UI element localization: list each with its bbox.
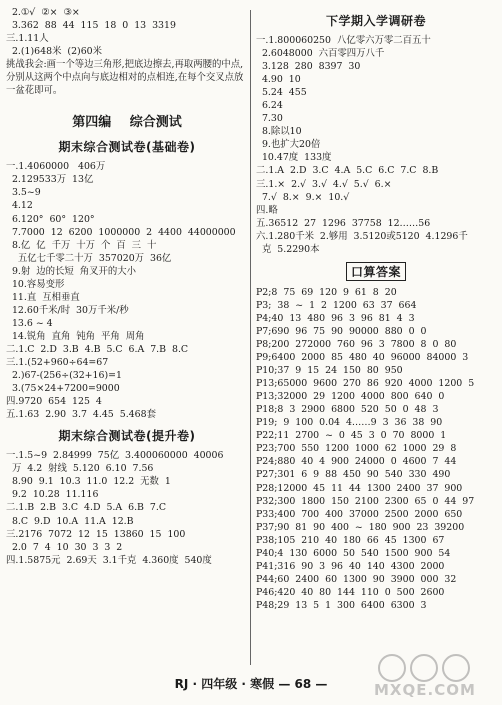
answer-line: 5.24 455 (256, 87, 307, 99)
answer-line: P33;400 700 400 37000 2500 2000 650 (256, 508, 463, 520)
answer-line: 6.120° 60° 120° (6, 213, 95, 225)
oral-title-wrap (256, 262, 496, 281)
left-column (6, 6, 248, 567)
answer-line: P41;316 90 3 96 40 140 4300 2000 (256, 560, 445, 572)
answer-line: 二.1.A 2.D 3.C 4.A 5.C 6.C 7.C 8.B (256, 165, 439, 177)
answer-line: P10;37 9 15 24 150 80 950 (256, 365, 403, 377)
answer-line: 克 5.2290本 (256, 243, 320, 255)
basic-test-answers (6, 160, 248, 421)
answer-line: P44;60 2400 60 1300 90 3900 000 32 (256, 573, 457, 585)
answer-line: P23;700 550 1200 1000 62 1000 29 8 (256, 443, 457, 455)
challenge-answer: 挑战我会:画一个等边三角形,把底边擦去,再取两腰的中点,分别从这两个中点向与底边相对的点相连,在每个交叉点放一盆花即可。 (6, 59, 244, 97)
answer-line: 五.1.63 2.90 3.7 4.45 5.468套 (6, 409, 156, 421)
answer-line: 7.√ 8.× 9.× 10.√ (256, 191, 350, 203)
answer-line: P7;690 96 75 90 90000 880 0 0 (256, 325, 427, 337)
answer-line: 3.5~9 (6, 187, 41, 199)
answer-line: 2.0 7 4 10 30 3 3 2 (6, 541, 123, 553)
left-top-answers (6, 6, 248, 58)
basic-test-title: 期末综合测试卷(基础卷) (58, 140, 196, 155)
watermark-logo (374, 653, 494, 699)
answer-line: 2.(1)648米 (2)60米 (6, 46, 102, 58)
answer-line: 13.6 ~ 4 (6, 317, 53, 329)
advanced-test-title: 期末综合测试卷(提升卷) (58, 429, 196, 444)
answer-line: 一.1.800060250 八亿零六万零二百五十 (256, 35, 431, 46)
answer-line: 2.)67-(256÷(32+16)=1 (6, 370, 122, 382)
answer-line: 二.1.B 2.B 3.C 4.D 5.A 6.B 7.C (6, 502, 167, 514)
answer-line: 2.①√ ②× ③× (6, 7, 80, 18)
answer-line: P27;301 6 9 88 450 90 540 330 490 (256, 469, 451, 481)
answer-line: 一.1.5~9 2.84999 75亿 3.400060000 40006 (6, 450, 224, 462)
answer-line: 9.也扩大20倍 (256, 139, 321, 151)
answer-line: 三.1.(52+960÷64=67 (6, 357, 109, 369)
answer-line: 8.亿 亿 千万 十万 个 百 三 十 (6, 239, 157, 251)
answer-line: P13;32000 29 1200 4000 800 640 0 (256, 391, 445, 403)
answer-line: 三.1.× 2.√ 3.√ 4.√ 5.√ 6.× (256, 178, 392, 190)
answer-line: P19; 9 100 0.04 4……9 3 36 38 90 (256, 417, 443, 429)
answer-line: 12.60千米/时 30万千米/秒 (6, 304, 129, 316)
survey-answers (256, 34, 496, 256)
answer-line: 三.1.11人 (6, 33, 49, 45)
answer-line: 五.36512 27 1296 37758 12……56 (256, 217, 431, 229)
answer-line: P13;65000 9600 270 86 920 4000 1200 5 (256, 378, 475, 390)
answer-line: P2;8 75 69 120 9 61 8 20 (256, 286, 397, 298)
oral-title: 口算答案 (346, 262, 406, 281)
answer-line: P37;90 81 90 400 ~ 180 900 23 39200 (256, 521, 465, 533)
watermark-text: MXQE.COM (374, 681, 476, 699)
answer-line: 11.直 互相垂直 (6, 291, 80, 303)
answer-line: 2.6048000 六百零四万八千 (256, 48, 385, 60)
answer-line: P4;40 13 480 96 3 96 81 4 3 (256, 312, 415, 324)
answer-line: 8.C 9.D 10.A 11.A 12.B (6, 515, 134, 527)
answer-line: 7.7000 12 6200 1000000 2 4400 44000000 (6, 226, 236, 238)
answer-line: 4.12 (6, 200, 33, 212)
answer-line: P38;105 210 40 180 66 45 1300 67 (256, 534, 445, 546)
answer-line: 10.47度 133度 (256, 152, 332, 164)
answer-line: 3.(75×24+7200=9000 (6, 383, 120, 395)
answer-line: 一.1.4060000 406万 (6, 161, 106, 173)
answer-line: 14.锐角 直角 钝角 平角 周角 (6, 330, 145, 342)
answer-line: P46;420 40 80 144 110 0 500 2600 (256, 586, 445, 598)
answer-line: 9.射 边的长短 角叉开的大小 (6, 265, 136, 277)
answer-line: 四.9720 654 125 4 (6, 396, 102, 408)
answer-line: P22;11 2700 ~ 0 45 3 0 70 8000 1 (256, 430, 447, 442)
answer-line: 10.容易变形 (6, 278, 65, 290)
answer-line: 四.略 (256, 204, 278, 216)
answer-line: P24;880 40 4 900 24000 0 4600 7 44 (256, 456, 457, 468)
answer-line: 8.90 9.1 10.3 11.0 12.2 无数 1 (6, 476, 171, 488)
answer-line: 二.1.C 2.D 3.B 4.B 5.C 6.A 7.B 8.C (6, 343, 189, 355)
answer-line: P18;8 3 2900 6800 520 50 0 48 3 (256, 404, 439, 416)
answer-line: 五亿七千零二十万 357020万 36亿 (6, 252, 172, 264)
answer-line: 四.1.5875元 2.69天 3.1千克 4.360度 540度 (6, 554, 212, 566)
answer-line: P9;6400 2000 85 480 40 96000 84000 3 (256, 352, 469, 364)
advanced-test-answers (6, 449, 248, 566)
answer-line: P40;4 130 6000 50 540 1500 900 54 (256, 547, 451, 559)
answer-line: P3; 38 ~ 1 2 1200 63 37 664 (256, 299, 417, 311)
answer-line: 2.129533万 13亿 (6, 174, 94, 186)
answer-line: 六.1.280千米 2.够用 3.5120或5120 4.1296千 (256, 230, 468, 242)
answer-line: 6.24 (256, 100, 283, 112)
answer-line: 三.2176 7072 12 15 13860 15 100 (6, 528, 186, 540)
page-footer: RJ · 四年级 · 寒假 — 68 — (174, 677, 328, 691)
answer-line: P48;29 13 5 1 300 6400 6300 3 (256, 599, 427, 611)
answer-line: 9.2 10.28 11.116 (6, 489, 99, 501)
oral-answers (256, 286, 496, 612)
answer-line: 3.128 280 8397 30 (256, 61, 361, 73)
answer-line: P8;200 272000 760 96 3 7800 8 0 80 (256, 338, 457, 350)
column-divider (250, 10, 251, 665)
answer-line: 3.362 88 44 115 18 0 13 3319 (6, 20, 176, 32)
unit-title: 第四编 综合测试 (72, 115, 182, 131)
answer-line: 7.30 (256, 113, 283, 125)
answer-line: P28;12000 45 11 44 1300 2400 37 900 (256, 482, 463, 494)
answer-line: 万 4.2 射线 5.120 6.10 7.56 (6, 463, 154, 475)
survey-title: 下学期入学调研卷 (325, 14, 426, 28)
watermark-icon (374, 653, 494, 683)
answer-line: 8.除以10 (256, 126, 302, 138)
right-column (256, 6, 496, 612)
answer-line: 4.90 10 (256, 74, 301, 86)
answer-line: P32;300 1800 150 2100 2300 65 0 44 97 (256, 495, 475, 507)
